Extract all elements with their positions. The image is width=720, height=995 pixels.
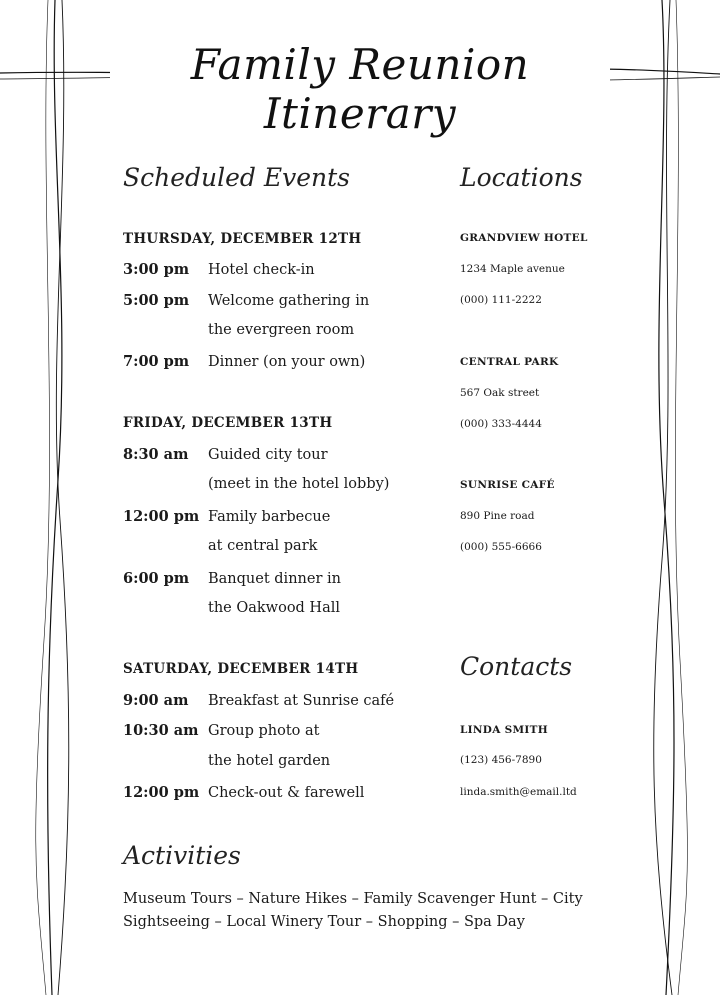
location-phone: (000) 555-6666 <box>460 541 542 553</box>
event-time: 9:00 am <box>123 692 189 709</box>
event-desc-continuation: (meet in the hotel lobby) <box>208 476 390 492</box>
event-desc: Family barbecue <box>208 509 331 525</box>
location-address: 890 Pine road <box>460 510 535 522</box>
location-address: 567 Oak street <box>460 387 540 399</box>
event-desc: Check-out & farewell <box>208 785 365 801</box>
day-heading-saturday: SATURDAY, DECEMBER 14TH <box>123 661 359 677</box>
event-desc-continuation: the evergreen room <box>208 322 355 338</box>
event-row <box>123 261 315 278</box>
event-row <box>123 570 341 587</box>
page-title: Family Reunion Itinerary <box>110 40 610 138</box>
event-row <box>123 508 330 525</box>
event-time: 6:00 pm <box>123 570 190 587</box>
event-time: 3:00 pm <box>123 261 190 278</box>
event-row <box>123 292 369 309</box>
location-phone: (000) 333-4444 <box>460 418 542 430</box>
location-address: 1234 Maple avenue <box>460 263 565 275</box>
event-desc-continuation: at central park <box>208 538 318 554</box>
event-desc-continuation: the Oakwood Hall <box>208 600 341 616</box>
activities-heading: Activities <box>123 841 241 870</box>
event-time: 12:00 pm <box>123 508 200 525</box>
event-row <box>123 446 328 463</box>
event-desc: Dinner (on your own) <box>208 354 366 370</box>
location-name: CENTRAL PARK <box>460 356 559 368</box>
event-time: 5:00 pm <box>123 292 190 309</box>
event-desc: Welcome gathering in <box>208 293 370 309</box>
event-row <box>123 353 365 370</box>
event-desc: Banquet dinner in <box>208 571 341 587</box>
event-time: 7:00 pm <box>123 353 190 370</box>
event-time: 8:30 am <box>123 446 189 463</box>
location-name: GRANDVIEW HOTEL <box>460 232 588 244</box>
event-row <box>123 722 319 739</box>
event-desc-continuation: the hotel garden <box>208 753 331 769</box>
event-desc: Hotel check-in <box>208 262 315 278</box>
event-time: 10:30 am <box>123 722 199 739</box>
location-name: SUNRISE CAFÉ <box>460 479 555 491</box>
day-heading-thursday: THURSDAY, DECEMBER 12TH <box>123 231 362 247</box>
locations-heading: Locations <box>460 163 583 192</box>
event-row <box>123 784 364 801</box>
contact-email: linda.smith@email.ltd <box>460 786 577 798</box>
event-desc: Group photo at <box>208 723 320 739</box>
event-row <box>123 692 394 709</box>
event-desc: Breakfast at Sunrise café <box>208 693 395 709</box>
contact-phone: (123) 456-7890 <box>460 754 542 766</box>
day-heading-friday: FRIDAY, DECEMBER 13TH <box>123 415 333 431</box>
location-phone: (000) 111-2222 <box>460 294 542 306</box>
contact-name: LINDA SMITH <box>460 724 548 736</box>
event-time: 12:00 pm <box>123 784 200 801</box>
event-desc: Guided city tour <box>208 447 328 463</box>
contacts-heading: Contacts <box>460 652 573 681</box>
activities-list: Museum Tours – Nature Hikes – Family Scavenger Hunt – City Sightseeing – Local Winery Tour – Shopping – Spa Day <box>123 891 583 930</box>
scheduled-events-heading: Scheduled Events <box>123 163 351 192</box>
